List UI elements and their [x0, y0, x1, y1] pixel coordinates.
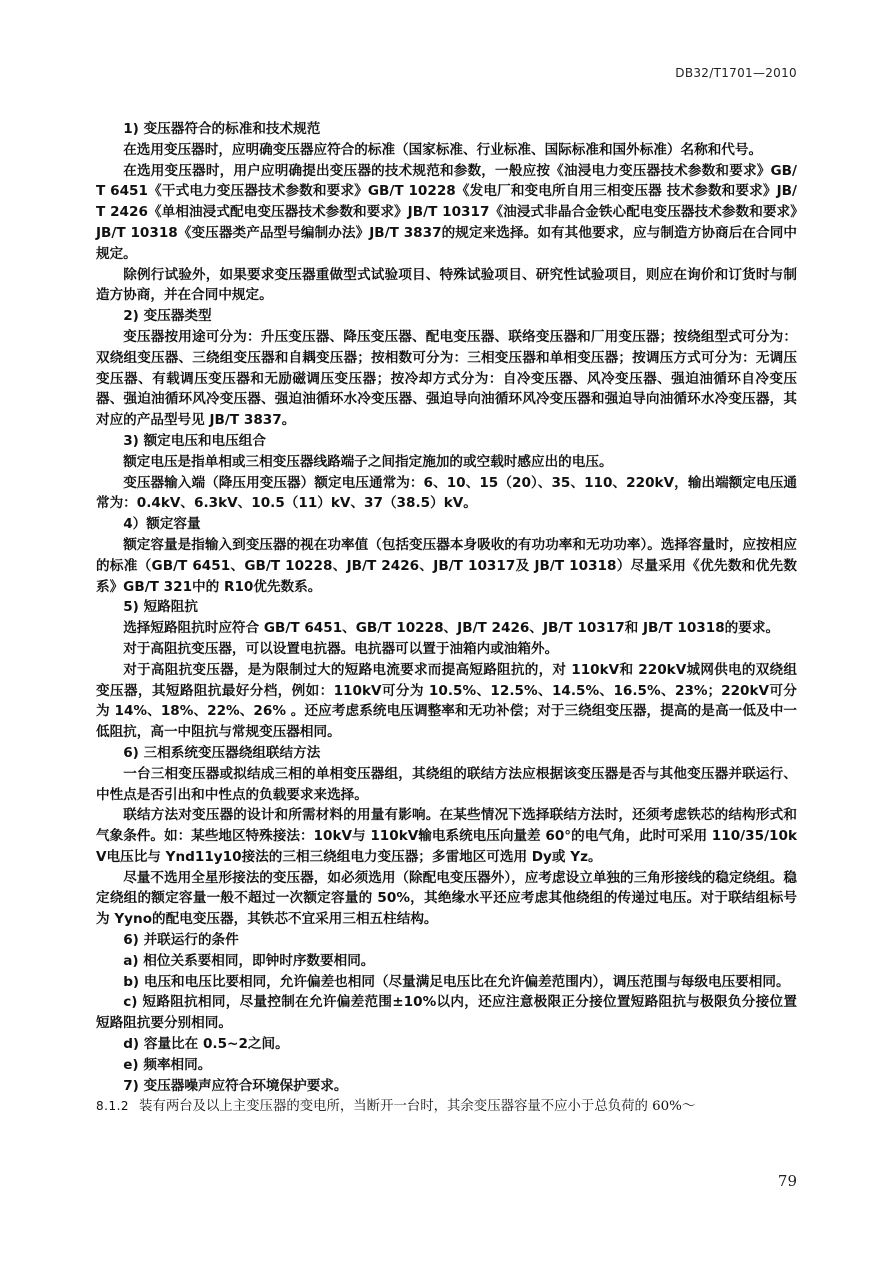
item-heading: 4）额定容量	[123, 516, 201, 533]
item-heading: 5) 短路阻抗	[123, 599, 198, 616]
paragraph: 额定容量是指输入到变压器的视在功率值（包括变压器本身吸收的有功功率和无功功率）。选择容量时，应按相应的标准（GB/T 6451、GB/T 10228、JB/T 2426、JB/T 10317及 JB/T 10318）尽量采用《优先数和优先数系》GB/T 321中的 R10优先数系。	[96, 536, 797, 595]
page-number: 79	[777, 1172, 797, 1190]
paragraph: 尽量不选用全星形接法的变压器，如必须选用（除配电变压器外），应考虑设立单独的三角形接线的稳定绕组。稳定绕组的额定容量一般不超过一次额定容量的 50%，其绝缘水平还应考虑其他绕组的传递过电压。对于联结组标号为 Yyno的配电变压器，其铁芯不宜采用三相五柱结构。	[96, 869, 797, 928]
item-heading: 1) 变压器符合的标准和技术规范	[123, 121, 321, 137]
clause-text: 装有两台及以上主变压器的变电所，当断开一台时，其余变压器容量不应小于总负荷的 60%～	[139, 1099, 696, 1115]
paragraph: 联结方法对变压器的设计和所需材料的用量有影响。在某些情况下选择联结方法时，还须考虑铁芯的结构形式和气象条件。如：某些地区特殊接法：10kV与 110kV输电系统电压向量差 60°的电气角，此时可采用 110/35/10kV电压比与 Ynd11y10接法的三相三绕组电力变压器；多雷地区可选用 Dy或 Yz。	[96, 807, 797, 865]
clause-number: 8.1.2	[96, 1099, 130, 1114]
item-heading: 2) 变压器类型	[123, 308, 212, 325]
paragraph: 变压器输入端（降压用变压器）额定电压通常为：6、10、15（20）、35、110、220kV，输出端额定电压通常为：0.4kV、6.3kV、10.5（11）kV、37（38.5）kV。	[96, 474, 797, 512]
list-item: e) 频率相同。	[123, 1056, 212, 1073]
paragraph: 选择短路阻抗时应符合 GB/T 6451、GB/T 10228、JB/T 2426、JB/T 10317和 JB/T 10318的要求。	[123, 620, 780, 637]
list-item: b) 电压和电压比要相同，允许偏差也相同（尽量满足电压比在允许偏差范围内），调压范围与每级电压要相同。	[123, 973, 790, 990]
list-item: c) 短路阻抗相同，尽量控制在允许偏差范围±10%以内，还应注意极限正分接位置短路阻抗与极限负分接位置短路阻抗要分别相同。	[96, 994, 797, 1032]
item-heading: 6) 三相系统变压器绕组联结方法	[123, 744, 321, 761]
list-item: a) 相位关系要相同，即钟时序数要相同。	[123, 952, 375, 969]
paragraph: 变压器按用途可分为：升压变压器、降压变压器、配电变压器、联络变压器和厂用变压器；按绕组型式可分为：双绕组变压器、三绕组变压器和自耦变压器；按相数可分为：三相变压器和单相变压器；按调压方式可分为：无调压变压器、有载调压变压器和无励磁调压变压器；按冷却方式分为：自冷变压器、风冷变压器、强迫油循环自冷变压器、强迫油循环风冷变压器、强迫油循环水冷变压器、强迫导向油循环风冷变压器和强迫导向油循环水冷变压器，其对应的产品型号见 JB/T 3837。	[96, 328, 797, 429]
paragraph: 对于高阻抗变压器，是为限制过大的短路电流要求而提高短路阻抗的，对 110kV和 220kV城网供电的双绕组变压器，其短路阻抗最好分档，例如：110kV可分为 10.5%、12.5%、14.5%、16.5%、23%；220kV可分为 14%、18%、22%、26% 。还应考虑系统电压调整率和无功补偿；对于三绕组变压器，提高的是高一低及中一低阻抗，高一中阻抗与常规变压器相同。	[96, 661, 797, 741]
list-item: d) 容量比在 0.5~2之间。	[123, 1036, 289, 1053]
item-heading: 6) 并联运行的条件	[123, 932, 239, 949]
paragraph: 在选用变压器时，应明确变压器应符合的标准（国家标准、行业标准、国际标准和国外标准）名称和代号。	[123, 141, 763, 158]
body-text	[96, 119, 797, 1118]
document-code: DB32/T1701—2010	[675, 66, 797, 80]
paragraph: 对于高阻抗变压器，可以设置电抗器。电抗器可以置于油箱内或油箱外。	[123, 640, 559, 657]
paragraph: 一台三相变压器或拟结成三相的单相变压器组，其绕组的联结方法应根据该变压器是否与其他变压器并联运行、中性点是否引出和中性点的负载要求来选择。	[96, 765, 797, 803]
item-heading: 3) 额定电压和电压组合	[123, 432, 266, 449]
paragraph: 额定电压是指单相或三相变压器线路端子之间指定施加的或空载时感应出的电压。	[123, 453, 613, 470]
item-heading: 7) 变压器噪声应符合环境保护要求。	[123, 1077, 348, 1094]
paragraph: 除例行试验外，如果要求变压器重做型式试验项目、特殊试验项目、研究性试验项目，则应在询价和订货时与制造方协商，并在合同中规定。	[96, 266, 797, 304]
paragraph: 在选用变压器时，用户应明确提出变压器的技术规范和参数，一般应按《油浸电力变压器技术参数和要求》GB/T 6451《干式电力变压器技术参数和要求》GB/T 10228《发电厂和变电所自用三相变压器 技术参数和要求》JB/T 2426《单相油浸式配电变压器技术参数和要求》JB/T 10317《油浸式非晶合金铁心配电变压器技术参数和要求》JB/T 10318《变压器类产品型号编制办法》JB/T 3837的规定来选择。如有其他要求，应与制造方协商后在合同中规定。	[96, 162, 797, 262]
clause-8-1-2	[96, 1096, 797, 1118]
